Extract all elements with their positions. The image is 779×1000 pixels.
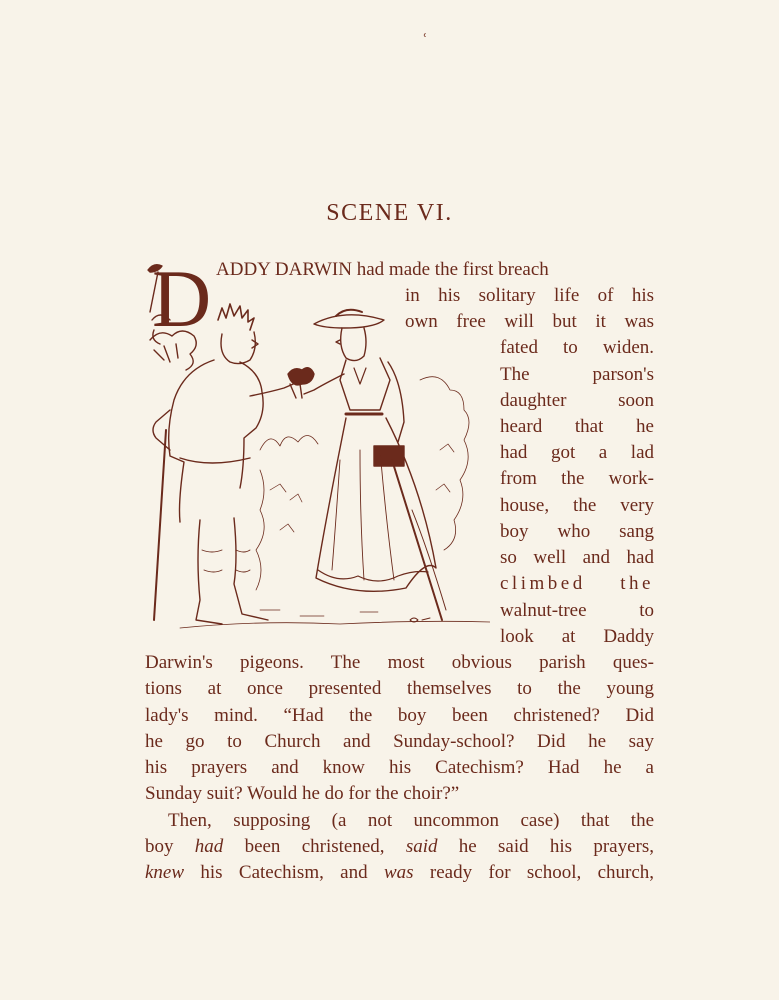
italic-word: knew — [145, 862, 185, 883]
text-line: The parson's — [500, 364, 654, 385]
text-line: his prayers and know his Catechism? Had he a — [145, 757, 654, 778]
text-line: in his solitary life of his — [405, 285, 654, 306]
text-line: fated to widen. — [500, 337, 654, 358]
text-line: daughter soon — [500, 390, 654, 411]
page-mark: ʿ — [423, 32, 428, 48]
text-span: been christened, — [244, 836, 385, 857]
text-line: Sunday suit? Would he do for the choir?” — [145, 783, 460, 804]
scene-title: SCENE VI. — [326, 200, 453, 226]
italic-word: had — [194, 836, 224, 857]
text-line — [145, 834, 654, 860]
text-line: from the work- — [500, 468, 654, 489]
text-line: had got a lad — [500, 442, 654, 463]
text-line: lady's mind. “Had the boy been christened? Did — [145, 705, 654, 726]
text-line: own free will but it was — [405, 311, 654, 332]
text-line: Darwin's pigeons. The most obvious parish ques- — [145, 652, 654, 673]
text-span: he said his prayers, — [458, 836, 655, 857]
text-line: walnut-tree to — [500, 600, 654, 621]
text-line: heard that he — [500, 416, 654, 437]
text-span: his Catechism, and — [200, 862, 368, 883]
italic-word: was — [383, 862, 414, 883]
text-line: Then, supposing (a not uncommon case) that the — [168, 810, 654, 831]
text-line: tions at once presented themselves to the young — [145, 678, 654, 699]
text-span: boy — [145, 836, 174, 857]
drop-cap: D — [152, 253, 212, 344]
text-line: house, the very — [500, 495, 654, 516]
text-line: climbed the — [500, 573, 654, 594]
text-line: boy who sang — [500, 521, 654, 542]
text-line: ADDY DARWIN had made the first breach — [216, 259, 549, 280]
text-line: he go to Church and Sunday-school? Did he say — [145, 731, 654, 752]
text-line: look at Daddy — [500, 626, 654, 647]
text-span: ready for school, church, — [429, 862, 655, 883]
text-line: so well and had — [500, 547, 654, 568]
text-line — [145, 860, 654, 886]
italic-word: said — [405, 836, 438, 857]
